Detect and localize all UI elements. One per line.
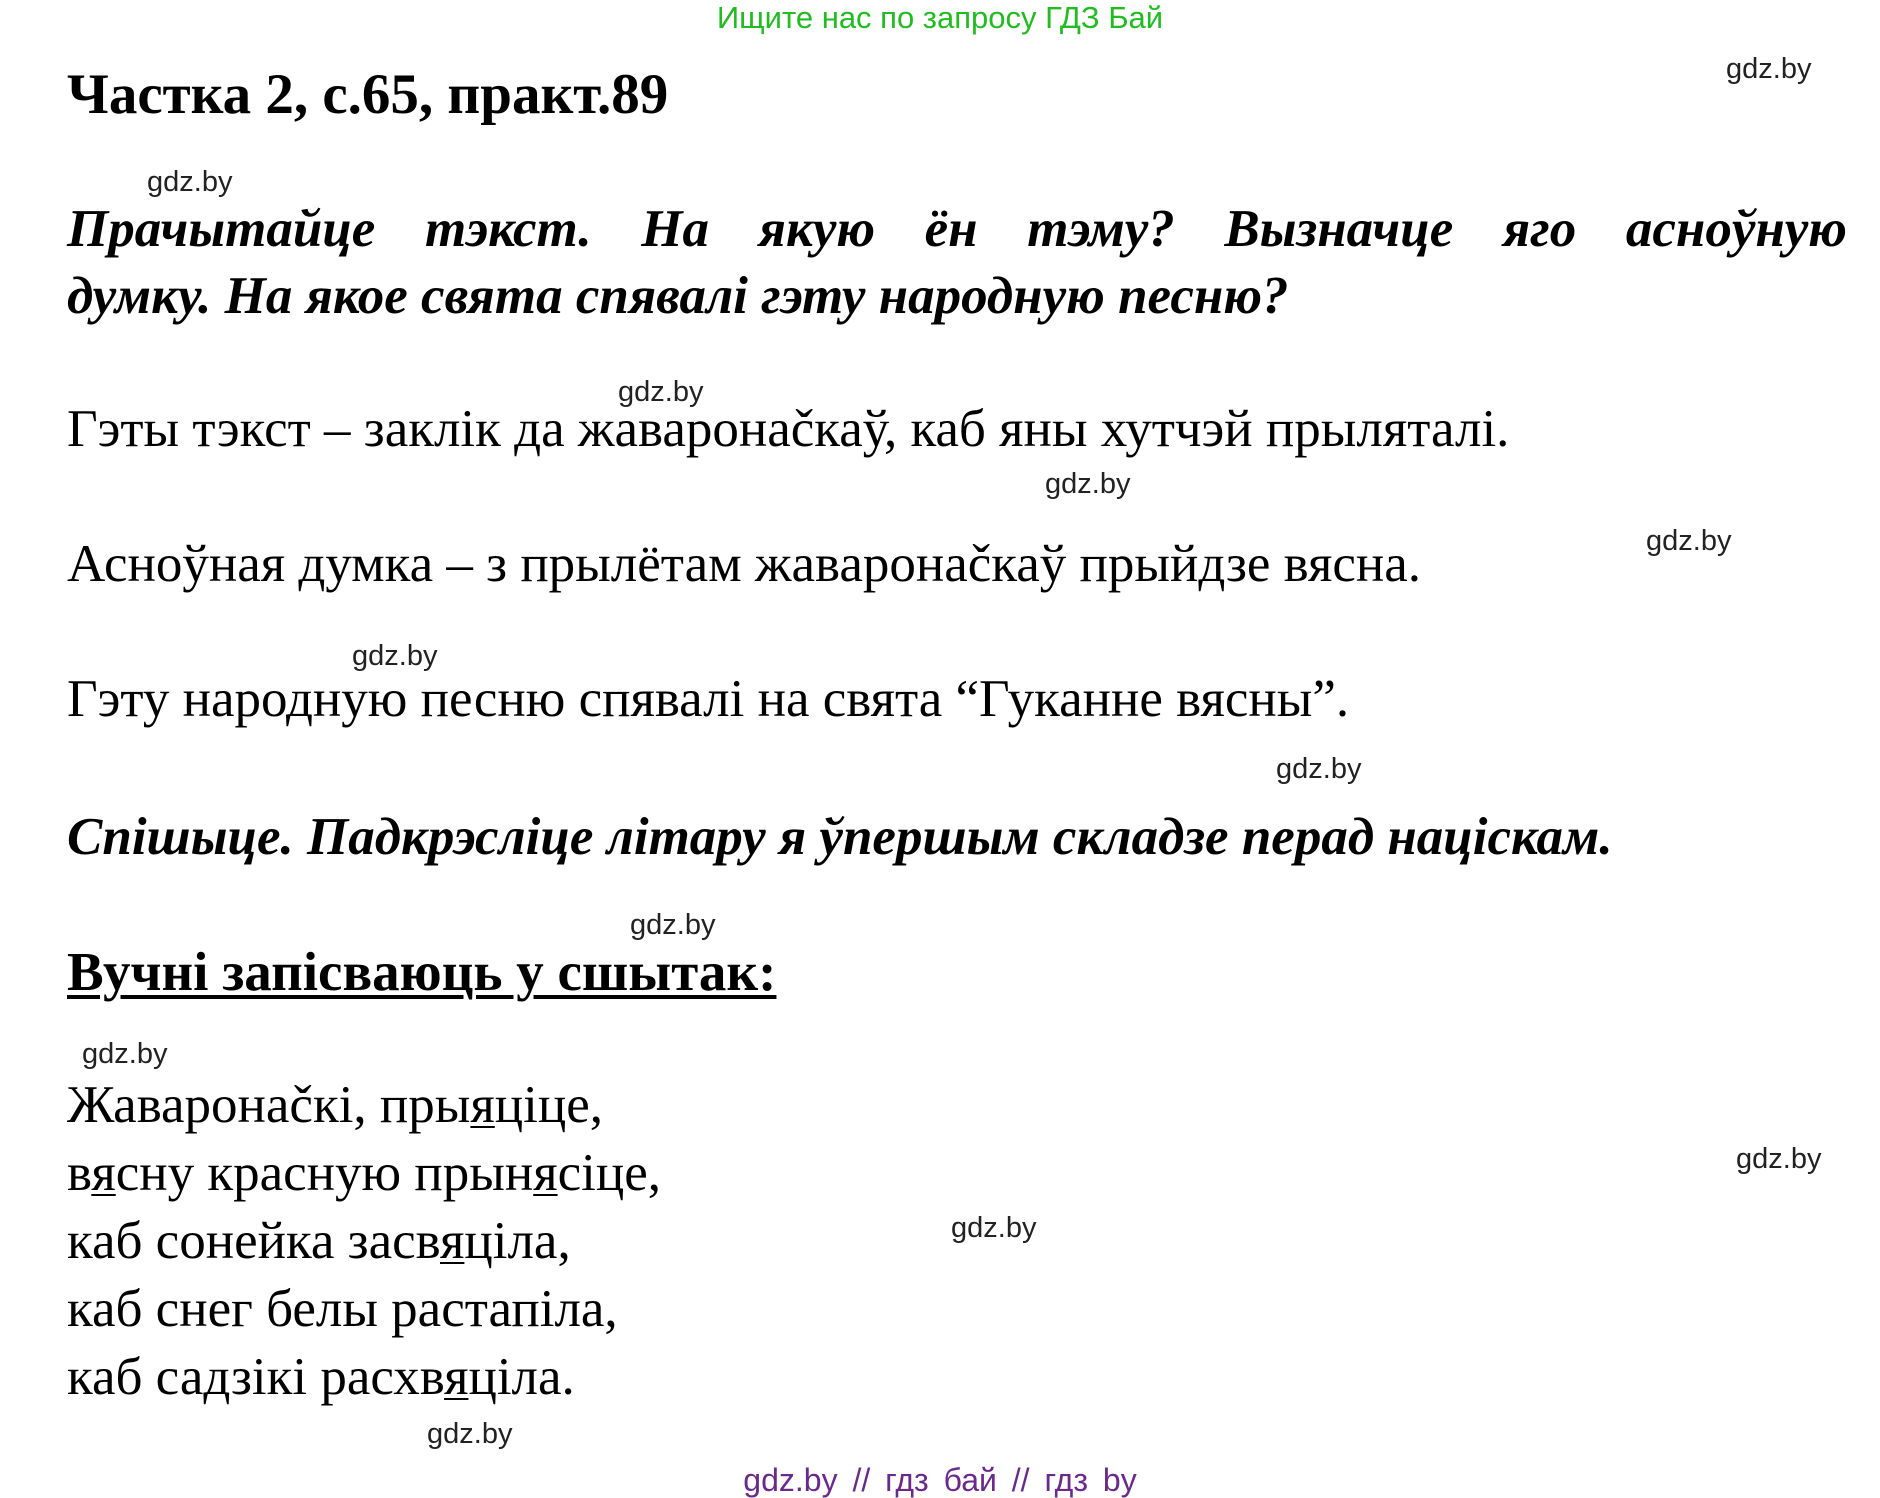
watermark: gdz.by [82,1038,168,1070]
underlined-letter: я [91,1144,116,1202]
task-instruction-line-2: думку. На якое свята спявалі гэту народную песню? [67,267,1289,325]
poem-line-2: вясну красную прынясіце, [67,1144,661,1202]
watermark: gdz.by [618,376,704,408]
answer-topic: Гэты тэкст – заклік да жаваронačкаў, каб яны хутчэй прыляталі. [67,400,1510,458]
answer-main-idea: Асноўная думка – з прылётам жаваронačкаў прыйдзе вясна. [67,535,1422,593]
watermark: gdz.by [147,166,233,198]
watermark: gdz.by [1276,753,1362,785]
watermark: gdz.by [427,1418,513,1450]
page-title: Частка 2, с.65, практ.89 [67,63,669,126]
poem-line-4: каб снег белы растапіла, [67,1280,618,1338]
task-instruction-line-1: Прачытайце тэкст. На якую ён тэму? Вызначце яго асноўную [67,200,1847,258]
task-instruction-2: Спішыце. Падкрэсліце літару я ўпершым складзе перад націскам. [67,808,1613,866]
watermark: gdz.by [1646,525,1732,557]
underlined-letter: я [470,1076,495,1134]
notebook-heading: Вучні запісваюць у сшытак: [67,941,777,1002]
poem-line-1: Жаваронačкі, прыяціце, [67,1076,604,1134]
watermark: gdz.by [630,909,716,941]
promo-banner: Ищите нас по запросу ГДЗ Бай [716,0,1164,35]
watermark: gdz.by [1726,53,1812,85]
underlined-letter: я [533,1144,558,1202]
watermark: gdz.by [951,1212,1037,1244]
answer-holiday: Гэту народную песню спявалі на свята “Гуканне вясны”. [67,670,1350,728]
underlined-letter: я [440,1212,465,1270]
poem-line-3: каб сонейка засвяціла, [67,1212,571,1270]
underlined-letter: я [444,1348,469,1406]
watermark: gdz.by [1045,468,1131,500]
watermark: gdz.by [352,640,438,672]
watermark: gdz.by [1736,1143,1822,1175]
poem-line-5: каб садзікі расхвяціла. [67,1348,575,1406]
footer-watermark: gdz.by // гдз бай // гдз by [743,1462,1137,1498]
